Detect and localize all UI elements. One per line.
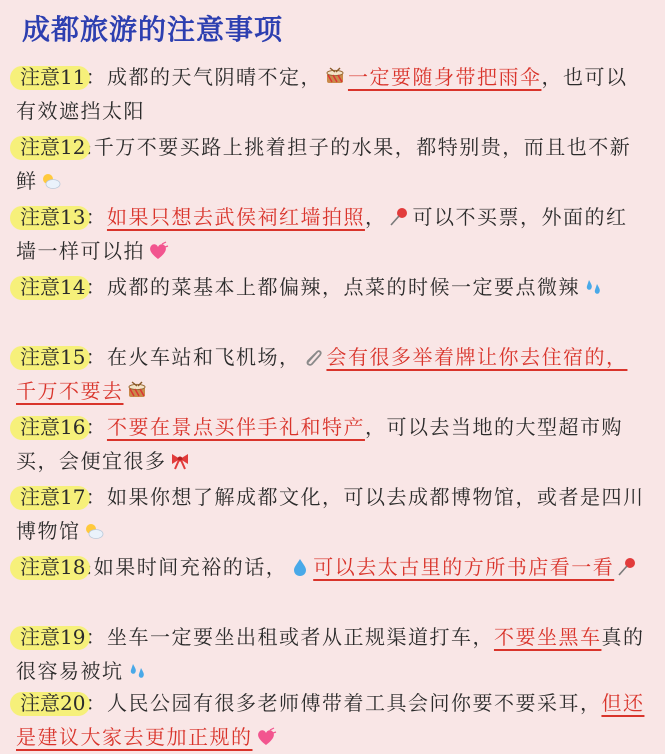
note-number-tag: 注意13 xyxy=(16,200,85,234)
pushpin-icon xyxy=(616,557,638,577)
page-title: 成都旅游的注意事项 xyxy=(22,13,284,46)
note-text: ：如果你想了解成都文化，可以去成都博物馆，或者是四川博物馆 xyxy=(16,485,645,543)
heart-icon xyxy=(255,727,277,747)
note-text: ，可以去当地的大型超市购买，会便宜很多 xyxy=(16,415,623,473)
highlighted-text: 会有很多举着牌让你去住宿的，千万不要去 xyxy=(16,345,628,403)
note-text: ，也可以有效遮挡太阳 xyxy=(16,65,628,123)
highlighted-text: 不要在景点买伴手礼和特产 xyxy=(106,415,365,439)
sun-cloud-icon xyxy=(40,171,62,191)
note-text: 真的很容易被坑 xyxy=(16,625,645,683)
sweat-drops-icon xyxy=(582,277,604,297)
note-text: ： xyxy=(85,415,107,439)
highlighted-text: 一定要随身带把雨伞 xyxy=(347,65,542,89)
paperclip-icon xyxy=(302,347,324,367)
ribbon-icon xyxy=(169,451,191,471)
note-number-tag: 注意20 xyxy=(16,686,85,720)
drum-icon xyxy=(126,381,148,401)
droplet-icon xyxy=(289,557,311,577)
note-number-tag: 注意11 xyxy=(16,60,85,94)
highlighted-text: 但还是建议大家去更加正规的 xyxy=(16,691,645,749)
drum-icon xyxy=(324,67,346,87)
pushpin-icon xyxy=(388,207,410,227)
note-number-tag: 注意19 xyxy=(16,620,85,654)
note-text: :如果时间充裕的话， xyxy=(85,555,288,579)
note-text: ：坐车一定要坐出租或者从正规渠道打车， xyxy=(85,625,494,649)
note-number-tag: 注意16 xyxy=(16,410,85,444)
note-item xyxy=(16,550,646,584)
note-number-tag: 注意12 xyxy=(16,130,85,164)
note-text: ：成都的天气阴晴不定， xyxy=(85,65,322,89)
note-item xyxy=(16,200,646,268)
highlighted-text: 不要坐黑车 xyxy=(493,625,602,649)
note-item xyxy=(16,270,646,304)
note-item xyxy=(16,686,646,754)
heart-icon xyxy=(147,241,169,261)
note-number-tag: 注意17 xyxy=(16,480,85,514)
note-number-tag: 注意15 xyxy=(16,340,85,374)
note-text: ：人民公园有很多老师傅带着工具会问你要不要采耳， xyxy=(85,691,602,715)
note-text: :千万不要买路上挑着担子的水果，都特别贵，而且也不新鲜 xyxy=(16,135,632,193)
note-text: ， xyxy=(364,205,387,229)
note-text: 可以不买票，外面的红墙一样可以拍 xyxy=(16,205,628,263)
note-item xyxy=(16,620,646,688)
note-number-tag: 注意18 xyxy=(16,550,85,584)
sweat-drops-icon xyxy=(126,661,148,681)
note-text: ： xyxy=(85,205,107,229)
note-text: ：在火车站和飞机场， xyxy=(85,345,301,369)
highlighted-text: 可以去太古里的方所书店看一看 xyxy=(313,555,615,579)
note-item xyxy=(16,480,646,548)
sun-cloud-icon xyxy=(83,521,105,541)
note-item xyxy=(16,130,646,198)
note-item xyxy=(16,410,646,478)
highlighted-text: 如果只想去武侯祠红墙拍照 xyxy=(106,205,365,229)
note-text: ：成都的菜基本上都偏辣，点菜的时候一定要点微辣 xyxy=(85,275,580,299)
note-item xyxy=(16,340,646,408)
note-number-tag: 注意14 xyxy=(16,270,85,304)
note-item xyxy=(16,60,646,128)
